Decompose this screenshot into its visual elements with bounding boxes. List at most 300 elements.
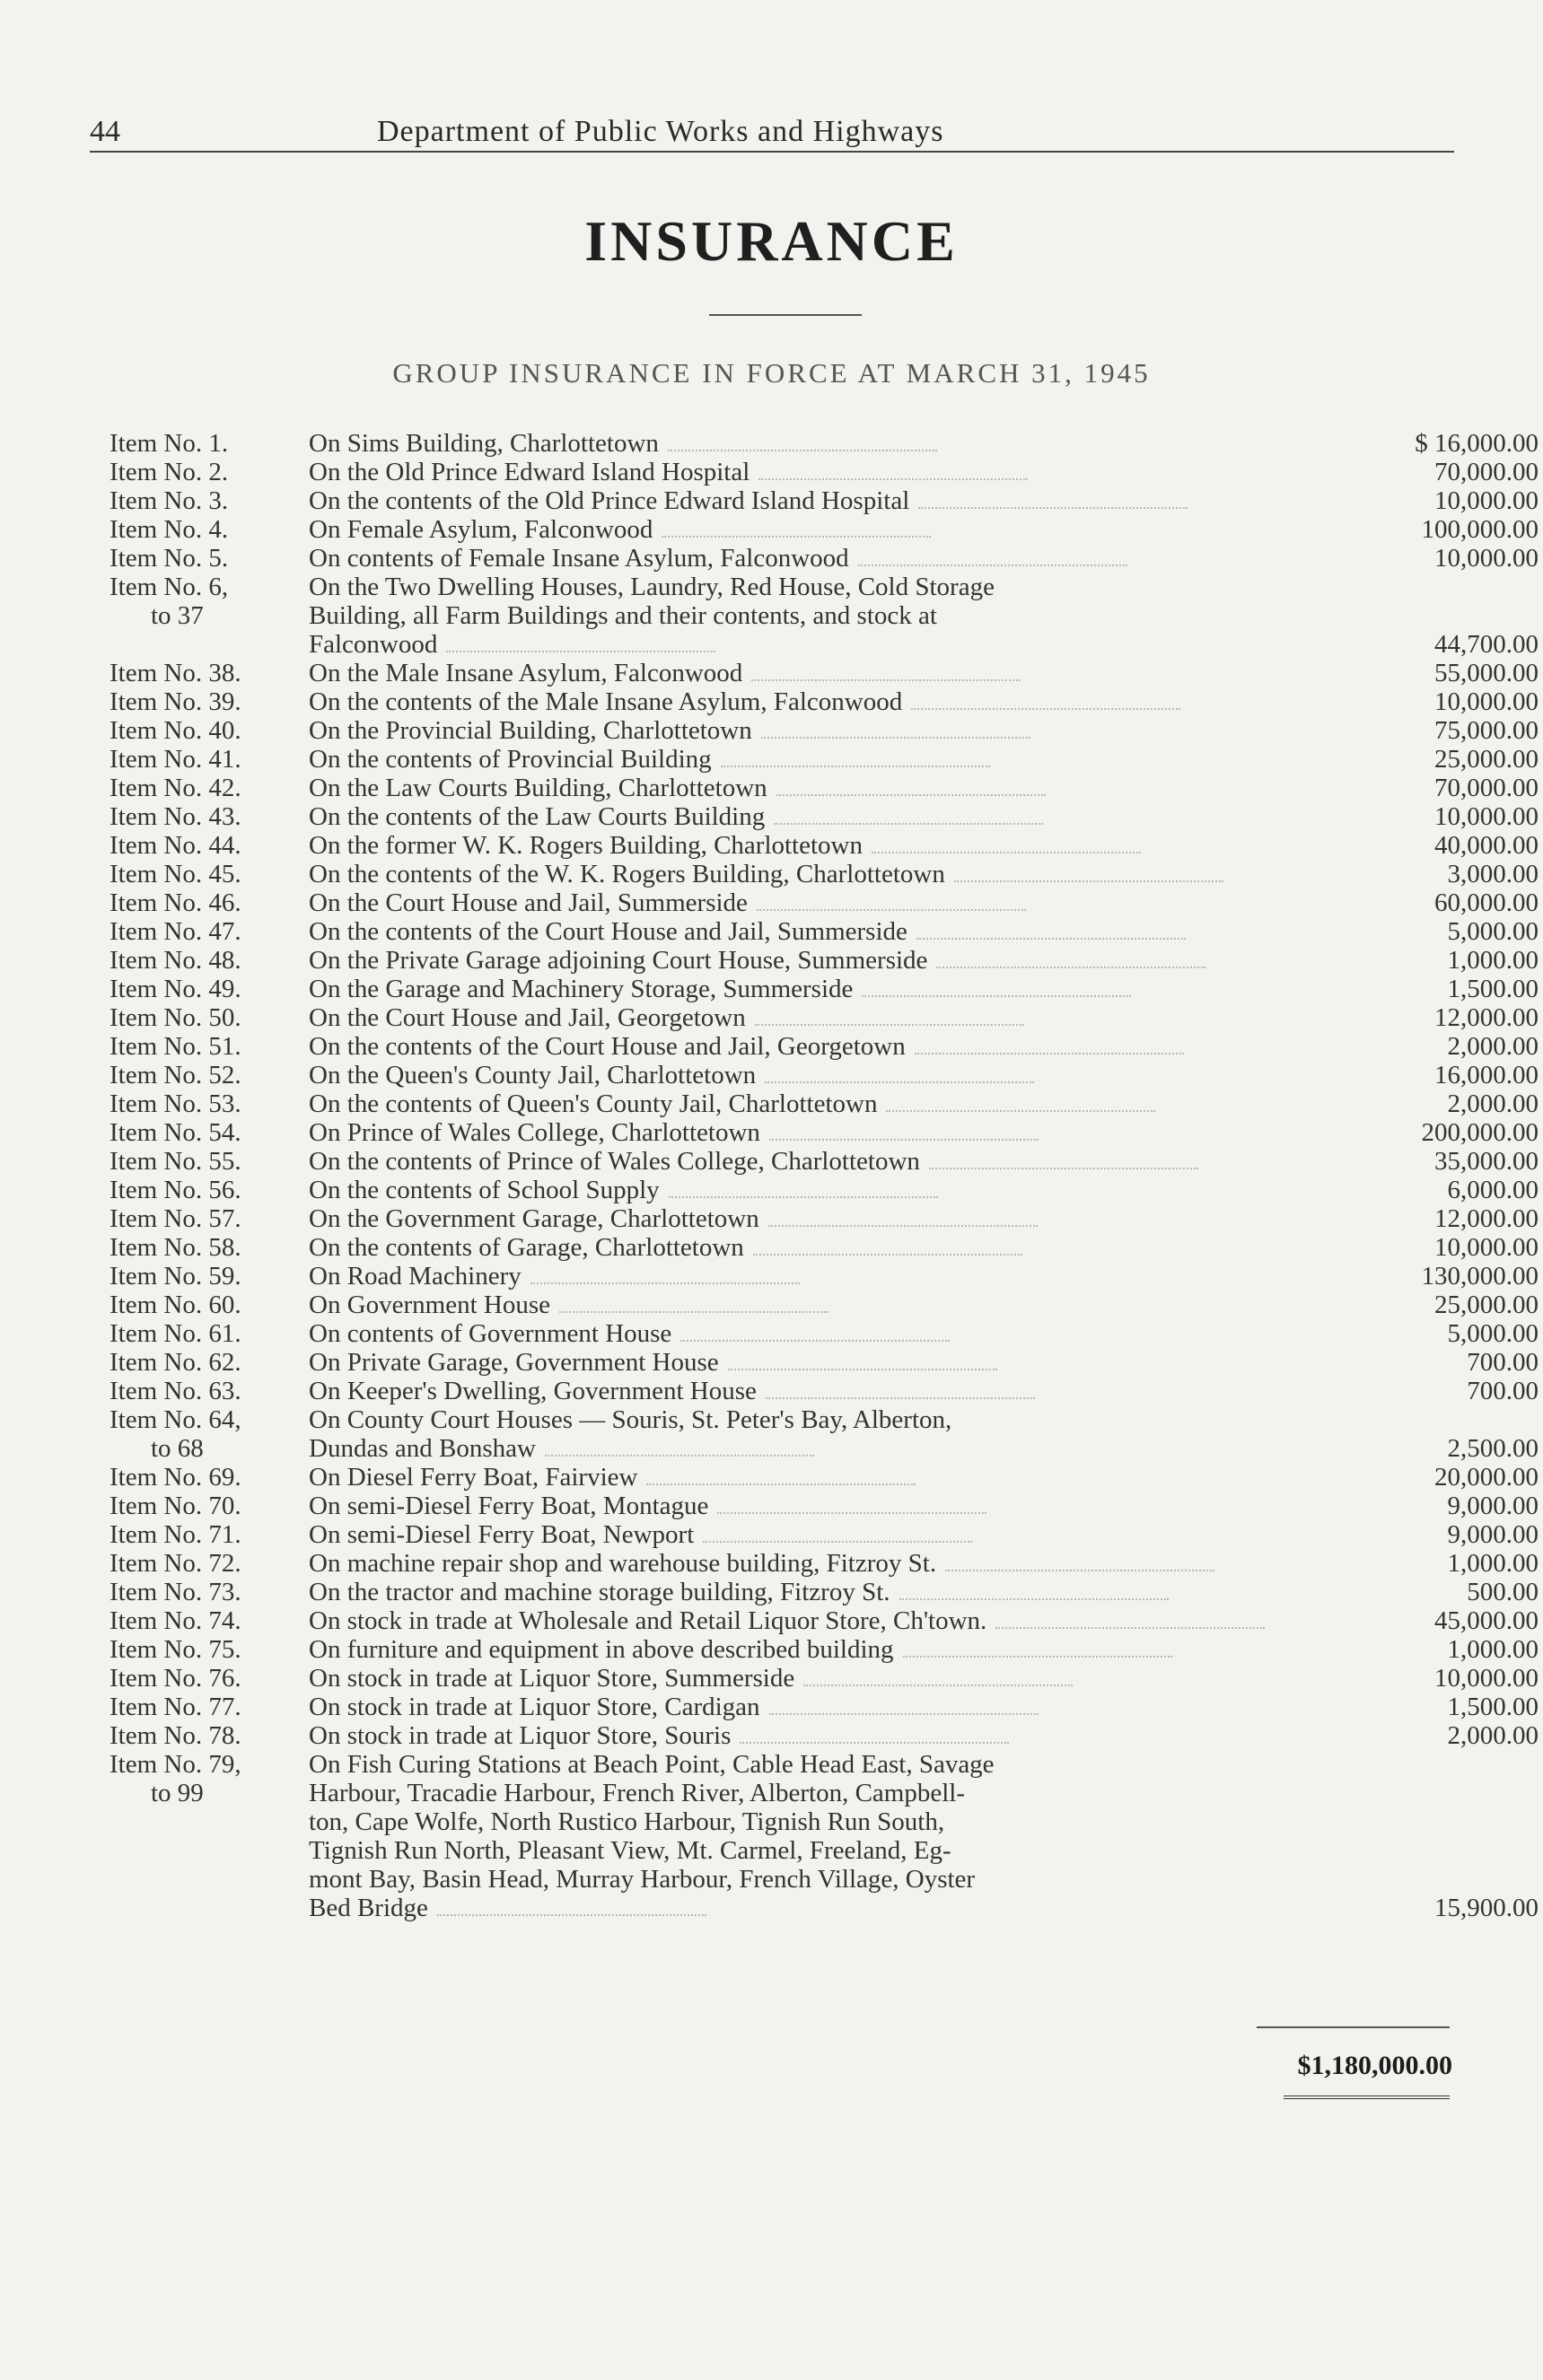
item-description — [309, 1463, 1296, 1492]
item-description — [309, 1319, 1296, 1348]
item-description — [309, 946, 1296, 975]
item-description — [309, 745, 1296, 774]
insurance-item-row — [110, 1003, 1539, 1032]
item-amount: 15,900.00 — [1434, 1894, 1539, 1922]
insurance-item-row — [110, 1377, 1539, 1405]
item-number-text: Item No. 60. — [110, 1291, 241, 1319]
item-description — [309, 1176, 1296, 1204]
item-number-text: Item No. 2. — [110, 458, 229, 486]
item-description-line: On stock in trade at Liquor Store, Cardigan — [309, 1693, 766, 1721]
dot-leader — [862, 994, 1131, 997]
insurance-item-row — [110, 802, 1539, 831]
item-description — [309, 1204, 1296, 1233]
item-number — [110, 1377, 309, 1405]
item-amount: 12,000.00 — [1434, 1204, 1539, 1233]
item-amount: 55,000.00 — [1434, 659, 1539, 687]
item-description-line: On the former W. K. Rogers Building, Charlottetown — [309, 831, 868, 860]
item-description — [309, 1693, 1296, 1721]
item-description-line: On the contents of Provincial Building — [309, 745, 717, 774]
item-amount: 9,000.00 — [1447, 1520, 1539, 1549]
insurance-item-row — [110, 1176, 1539, 1204]
item-description-line: Building, all Farm Buildings and their contents, and stock at — [309, 601, 942, 630]
item-number-text: Item No. 62. — [110, 1348, 241, 1377]
dot-leader — [858, 564, 1127, 566]
item-amount: 700.00 — [1467, 1348, 1539, 1377]
page-subtitle: GROUP INSURANCE IN FORCE AT MARCH 31, 1945 — [392, 357, 1151, 389]
item-description-line: On the Government Garage, Charlottetown — [309, 1204, 765, 1233]
item-number — [110, 1549, 309, 1578]
item-amount: 130,000.00 — [1421, 1262, 1539, 1291]
insurance-item-list — [110, 429, 1539, 1922]
insurance-item-row — [110, 1463, 1539, 1492]
item-number — [110, 1721, 309, 1750]
item-description — [309, 1089, 1296, 1118]
item-number-text: Item No. 76. — [110, 1664, 241, 1693]
item-description-line: Bed Bridge — [309, 1894, 434, 1922]
item-description — [309, 659, 1296, 687]
dot-leader — [728, 1368, 997, 1370]
dot-leader — [903, 1655, 1172, 1658]
item-amount: 1,000.00 — [1447, 1635, 1539, 1664]
item-range-text: to 68 — [151, 1434, 204, 1463]
item-description-line: On contents of Government House — [309, 1319, 677, 1348]
item-amount: 3,000.00 — [1447, 860, 1539, 888]
page-number: 44 — [90, 115, 120, 148]
item-amount: 25,000.00 — [1434, 745, 1539, 774]
item-description-line: On Sims Building, Charlottetown — [309, 429, 664, 458]
item-description-line: Dundas and Bonshaw — [309, 1434, 541, 1463]
insurance-item-row — [110, 515, 1539, 544]
total-rule-bottom — [1284, 2096, 1450, 2099]
item-description-line: On the contents of the Male Insane Asylum, Falconwood — [309, 687, 907, 716]
item-amount: 75,000.00 — [1434, 716, 1539, 745]
item-description-line: On the tractor and machine storage building, Fitzroy St. — [309, 1578, 896, 1606]
insurance-item-row — [110, 860, 1539, 888]
item-description — [309, 1348, 1296, 1377]
item-description — [309, 1233, 1296, 1262]
dot-leader — [662, 535, 931, 538]
insurance-item-row — [110, 1147, 1539, 1176]
item-number-text: Item No. 6, — [110, 573, 229, 601]
dot-leader — [668, 449, 937, 451]
item-amount: 100,000.00 — [1421, 515, 1539, 544]
dot-leader — [899, 1597, 1169, 1600]
insurance-item-row — [110, 1032, 1539, 1061]
item-number — [110, 1291, 309, 1319]
item-amount: 1,000.00 — [1447, 946, 1539, 975]
item-description-line: On stock in trade at Liquor Store, Souris — [309, 1721, 736, 1750]
item-description-line: On semi-Diesel Ferry Boat, Montague — [309, 1492, 714, 1520]
dot-leader — [680, 1339, 950, 1342]
dot-leader — [530, 1282, 800, 1284]
item-number — [110, 1204, 309, 1233]
insurance-item-row — [110, 687, 1539, 716]
item-description-line: On the contents of School Supply — [309, 1176, 665, 1204]
item-number-text: Item No. 40. — [110, 716, 241, 745]
item-description-line: On Female Asylum, Falconwood — [309, 515, 658, 544]
item-amount: 20,000.00 — [1434, 1463, 1539, 1492]
item-number-text: Item No. 47. — [110, 917, 241, 946]
dot-leader — [929, 1167, 1198, 1169]
insurance-item-row — [110, 1750, 1539, 1922]
item-number-text: Item No. 39. — [110, 687, 241, 716]
insurance-item-row — [110, 429, 1539, 458]
insurance-item-row — [110, 659, 1539, 687]
item-description — [309, 1578, 1296, 1606]
item-description-line: On contents of Female Insane Asylum, Falconwood — [309, 544, 855, 573]
insurance-item-row — [110, 544, 1539, 573]
item-description-line: On semi-Diesel Ferry Boat, Newport — [309, 1520, 699, 1549]
insurance-item-row — [110, 1635, 1539, 1664]
item-number — [110, 1693, 309, 1721]
item-amount: 40,000.00 — [1434, 831, 1539, 860]
item-amount: 2,000.00 — [1447, 1032, 1539, 1061]
item-number — [110, 1348, 309, 1377]
item-number-text: Item No. 78. — [110, 1721, 241, 1750]
item-description — [309, 515, 1296, 544]
item-amount: 70,000.00 — [1434, 774, 1539, 802]
item-description — [309, 1549, 1296, 1578]
item-amount: 5,000.00 — [1447, 1319, 1539, 1348]
item-description-line: Harbour, Tracadie Harbour, French River, Alberton, Campbell- — [309, 1779, 970, 1807]
running-head: Department of Public Works and Highways — [377, 115, 944, 148]
item-number-text: Item No. 74. — [110, 1606, 241, 1635]
dot-leader — [755, 1023, 1024, 1026]
item-description — [309, 1750, 1296, 1922]
dot-leader — [918, 506, 1188, 509]
item-number-text: Item No. 58. — [110, 1233, 241, 1262]
item-description — [309, 429, 1296, 458]
item-description-line: mont Bay, Basin Head, Murray Harbour, French Village, Oyster — [309, 1865, 980, 1894]
item-number — [110, 1147, 309, 1176]
item-description — [309, 1606, 1296, 1635]
dot-leader — [886, 1109, 1155, 1112]
item-number — [110, 544, 309, 573]
item-description — [309, 1405, 1296, 1463]
insurance-item-row — [110, 1606, 1539, 1635]
item-description-line: On stock in trade at Wholesale and Retail Liquor Store, Ch'town. — [309, 1606, 992, 1635]
item-number — [110, 1319, 309, 1348]
item-description — [309, 1003, 1296, 1032]
insurance-item-row — [110, 573, 1539, 659]
item-number-text: Item No. 75. — [110, 1635, 241, 1664]
dot-leader — [437, 1913, 706, 1916]
item-number — [110, 946, 309, 975]
item-description-line: On the Male Insane Asylum, Falconwood — [309, 659, 748, 687]
insurance-item-row — [110, 1204, 1539, 1233]
item-amount: 70,000.00 — [1434, 458, 1539, 486]
item-number-text: Item No. 63. — [110, 1377, 241, 1405]
item-description — [309, 802, 1296, 831]
insurance-item-row — [110, 716, 1539, 745]
item-number-text: Item No. 52. — [110, 1061, 241, 1089]
item-amount: 25,000.00 — [1434, 1291, 1539, 1319]
item-description-line: On stock in trade at Liquor Store, Summerside — [309, 1664, 800, 1693]
item-amount: 1,000.00 — [1447, 1549, 1539, 1578]
item-number — [110, 1578, 309, 1606]
item-number — [110, 1061, 309, 1089]
item-number — [110, 1262, 309, 1291]
item-description-line: On the contents of the Old Prince Edward Island Hospital — [309, 486, 915, 515]
dot-leader — [753, 1253, 1022, 1256]
item-description-line: On the contents of Queen's County Jail, Charlottetown — [309, 1089, 882, 1118]
dot-leader — [559, 1310, 828, 1313]
item-number — [110, 860, 309, 888]
item-description-line: On the Court House and Jail, Georgetown — [309, 1003, 751, 1032]
item-number — [110, 1750, 309, 1807]
running-header — [90, 115, 1454, 153]
item-number — [110, 774, 309, 802]
item-number-text: Item No. 73. — [110, 1578, 241, 1606]
item-description-line: On Government House — [309, 1291, 556, 1319]
dot-leader — [751, 678, 1021, 681]
item-number — [110, 458, 309, 486]
dot-leader — [446, 650, 715, 652]
item-number — [110, 716, 309, 745]
item-description — [309, 1147, 1296, 1176]
item-description — [309, 486, 1296, 515]
item-description-line: On the contents of Garage, Charlottetown — [309, 1233, 750, 1262]
item-number-text: Item No. 77. — [110, 1693, 241, 1721]
item-amount: 700.00 — [1467, 1377, 1539, 1405]
item-number-text: Item No. 38. — [110, 659, 241, 687]
item-description — [309, 1635, 1296, 1664]
insurance-item-row — [110, 458, 1539, 486]
item-description-line: On the Law Courts Building, Charlottetown — [309, 774, 773, 802]
item-number-text: Item No. 64, — [110, 1405, 241, 1434]
item-amount: 500.00 — [1467, 1578, 1539, 1606]
item-amount: 10,000.00 — [1434, 1664, 1539, 1693]
insurance-item-row — [110, 1061, 1539, 1089]
dot-leader — [769, 1712, 1039, 1715]
item-description-line: On County Court Houses — Souris, St. Peter's Bay, Alberton, — [309, 1405, 957, 1434]
item-description-line: On the Two Dwelling Houses, Laundry, Red House, Cold Storage — [309, 573, 1000, 601]
insurance-item-row — [110, 1520, 1539, 1549]
item-number — [110, 975, 309, 1003]
item-description-line: On the Garage and Machinery Storage, Summerside — [309, 975, 858, 1003]
item-number-text: Item No. 57. — [110, 1204, 241, 1233]
item-amount: 60,000.00 — [1434, 888, 1539, 917]
item-amount: 35,000.00 — [1434, 1147, 1539, 1176]
item-number-text: Item No. 1. — [110, 429, 229, 458]
item-description-line: On Diesel Ferry Boat, Fairview — [309, 1463, 643, 1492]
item-amount: 5,000.00 — [1447, 917, 1539, 946]
item-description-line: On the contents of the W. K. Rogers Building, Charlottetown — [309, 860, 951, 888]
item-number-text: Item No. 71. — [110, 1520, 241, 1549]
item-number-text: Item No. 3. — [110, 486, 229, 515]
dot-leader — [703, 1540, 972, 1543]
item-number — [110, 1003, 309, 1032]
insurance-item-row — [110, 1089, 1539, 1118]
item-number-text: Item No. 54. — [110, 1118, 241, 1147]
dot-leader — [758, 477, 1028, 480]
item-number — [110, 515, 309, 544]
item-description — [309, 774, 1296, 802]
dot-leader — [740, 1741, 1009, 1744]
insurance-item-row — [110, 1578, 1539, 1606]
item-description-line: On furniture and equipment in above described building — [309, 1635, 899, 1664]
dot-leader — [721, 765, 990, 767]
insurance-item-row — [110, 1693, 1539, 1721]
item-number-text: Item No. 70. — [110, 1492, 241, 1520]
item-number-text: Item No. 48. — [110, 946, 241, 975]
item-amount: 45,000.00 — [1434, 1606, 1539, 1635]
item-number — [110, 831, 309, 860]
item-number-text: Item No. 53. — [110, 1089, 241, 1118]
item-description — [309, 1520, 1296, 1549]
item-number — [110, 1463, 309, 1492]
insurance-item-row — [110, 946, 1539, 975]
item-description — [309, 1118, 1296, 1147]
item-description-line: On Private Garage, Government House — [309, 1348, 724, 1377]
item-number — [110, 1520, 309, 1549]
dot-leader — [669, 1195, 938, 1198]
item-description — [309, 917, 1296, 946]
item-number-text: Item No. 69. — [110, 1463, 241, 1492]
item-description — [309, 1721, 1296, 1750]
item-description-line: On Fish Curing Stations at Beach Point, Cable Head East, Savage — [309, 1750, 1000, 1779]
item-number — [110, 687, 309, 716]
dot-leader — [717, 1511, 986, 1514]
total-rule-top — [1257, 2026, 1450, 2028]
item-amount: 9,000.00 — [1447, 1492, 1539, 1520]
item-description — [309, 458, 1296, 486]
insurance-item-row — [110, 888, 1539, 917]
item-number — [110, 429, 309, 458]
item-description-line: On the contents of the Law Courts Building — [309, 802, 770, 831]
item-number — [110, 1492, 309, 1520]
item-description — [309, 716, 1296, 745]
item-amount: 6,000.00 — [1447, 1176, 1539, 1204]
item-amount: 16,000.00 — [1434, 1061, 1539, 1089]
dot-leader — [872, 851, 1141, 853]
item-number — [110, 1176, 309, 1204]
title-rule — [709, 314, 862, 316]
insurance-item-row — [110, 1118, 1539, 1147]
insurance-item-row — [110, 1405, 1539, 1463]
insurance-item-row — [110, 1664, 1539, 1693]
item-number — [110, 1664, 309, 1693]
item-number — [110, 802, 309, 831]
item-description — [309, 888, 1296, 917]
item-amount: $ 16,000.00 — [1415, 429, 1539, 458]
item-number — [110, 1233, 309, 1262]
item-description-line: On machine repair shop and warehouse building, Fitzroy St. — [309, 1549, 942, 1578]
item-description-line: On Road Machinery — [309, 1262, 527, 1291]
item-description — [309, 975, 1296, 1003]
dot-leader — [769, 1138, 1039, 1141]
item-amount: 1,500.00 — [1447, 975, 1539, 1003]
dot-leader — [646, 1483, 916, 1485]
item-description — [309, 544, 1296, 573]
dot-leader — [774, 822, 1043, 825]
dot-leader — [995, 1626, 1265, 1629]
item-number-text: Item No. 72. — [110, 1549, 241, 1578]
insurance-item-row — [110, 975, 1539, 1003]
dot-leader — [545, 1454, 814, 1457]
item-number-text: Item No. 46. — [110, 888, 241, 917]
item-amount: 12,000.00 — [1434, 1003, 1539, 1032]
dot-leader — [757, 908, 1026, 911]
insurance-item-row — [110, 1721, 1539, 1750]
insurance-item-row — [110, 1348, 1539, 1377]
item-description-line: On the Old Prince Edward Island Hospital — [309, 458, 755, 486]
item-number-text: Item No. 79, — [110, 1750, 241, 1779]
insurance-item-row — [110, 1262, 1539, 1291]
item-description-line: On the Court House and Jail, Summerside — [309, 888, 753, 917]
dot-leader — [768, 1224, 1038, 1227]
item-amount: 200,000.00 — [1421, 1118, 1539, 1147]
item-number-text: Item No. 42. — [110, 774, 241, 802]
item-number-text: Item No. 61. — [110, 1319, 241, 1348]
item-description — [309, 1291, 1296, 1319]
page-title: INSURANCE — [584, 209, 959, 273]
dot-leader — [954, 879, 1223, 882]
item-number — [110, 888, 309, 917]
insurance-item-row — [110, 831, 1539, 860]
insurance-item-row — [110, 745, 1539, 774]
item-amount: 10,000.00 — [1434, 1233, 1539, 1262]
item-amount: 10,000.00 — [1434, 802, 1539, 831]
dot-leader — [916, 937, 1186, 940]
insurance-item-row — [110, 774, 1539, 802]
dot-leader — [911, 707, 1180, 710]
item-description-line: On the contents of the Court House and Jail, Georgetown — [309, 1032, 911, 1061]
dot-leader — [936, 966, 1205, 968]
insurance-item-row — [110, 486, 1539, 515]
item-description-line: On Prince of Wales College, Charlottetown — [309, 1118, 766, 1147]
item-number-text: Item No. 59. — [110, 1262, 241, 1291]
item-description-line: On Keeper's Dwelling, Government House — [309, 1377, 762, 1405]
dot-leader — [765, 1081, 1034, 1083]
item-amount: 2,000.00 — [1447, 1721, 1539, 1750]
item-description-line: ton, Cape Wolfe, North Rustico Harbour, Tignish Run South, — [309, 1807, 950, 1836]
insurance-item-row — [110, 1492, 1539, 1520]
item-number — [110, 1118, 309, 1147]
item-description-line: On the Private Garage adjoining Court House, Summerside — [309, 946, 933, 975]
item-number — [110, 573, 309, 630]
item-description — [309, 860, 1296, 888]
item-number-text: Item No. 50. — [110, 1003, 241, 1032]
item-number-text: Item No. 43. — [110, 802, 241, 831]
item-description-line: On the Provincial Building, Charlottetown — [309, 716, 758, 745]
dot-leader — [803, 1684, 1073, 1686]
item-number — [110, 1635, 309, 1664]
item-amount: 10,000.00 — [1434, 486, 1539, 515]
insurance-item-row — [110, 1319, 1539, 1348]
item-number — [110, 745, 309, 774]
item-description — [309, 1492, 1296, 1520]
item-range-text: to 37 — [151, 601, 204, 630]
grand-total: $1,180,000.00 — [1297, 2051, 1452, 2080]
item-description — [309, 1377, 1296, 1405]
item-description — [309, 573, 1296, 659]
item-amount: 10,000.00 — [1434, 687, 1539, 716]
item-number-text: Item No. 49. — [110, 975, 241, 1003]
item-number — [110, 659, 309, 687]
item-number-text: Item No. 44. — [110, 831, 241, 860]
item-number-text: Item No. 4. — [110, 515, 229, 544]
item-description — [309, 1664, 1296, 1693]
insurance-item-row — [110, 1233, 1539, 1262]
item-description — [309, 1262, 1296, 1291]
dot-leader — [915, 1052, 1184, 1054]
dot-leader — [761, 736, 1030, 739]
item-number-text: Item No. 5. — [110, 544, 229, 573]
item-number — [110, 1089, 309, 1118]
item-description-line: On the Queen's County Jail, Charlottetown — [309, 1061, 761, 1089]
item-number — [110, 1032, 309, 1061]
